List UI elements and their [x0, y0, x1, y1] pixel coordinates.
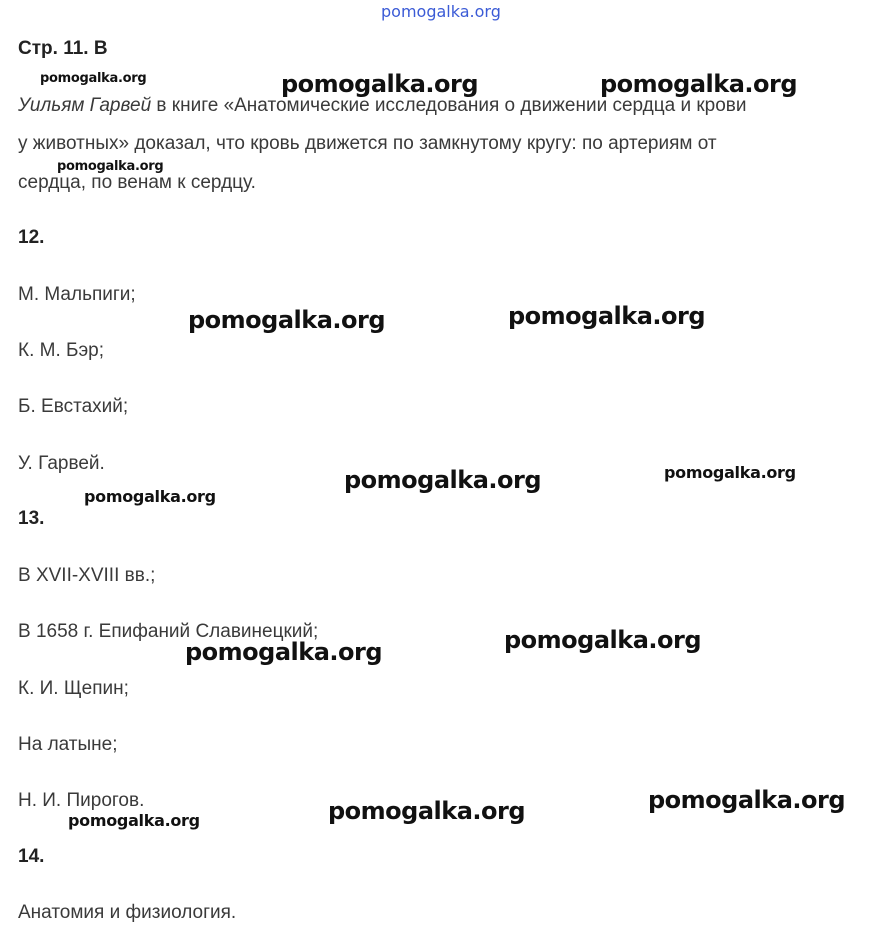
watermark: pomogalka.org [648, 786, 846, 814]
watermark: pomogalka.org [57, 159, 164, 174]
question-14-number: 14. [18, 846, 45, 867]
q12-answer-3: Б. Евстахий; [18, 396, 129, 417]
question-13-number: 13. [18, 508, 45, 529]
q13-answer-1: В XVII-XVIII вв.; [18, 565, 156, 586]
watermark: pomogalka.org [40, 71, 147, 86]
page-heading: Стр. 11. В [18, 38, 108, 59]
paragraph-line-1-rest: в книге «Анатомические исследования о движении сердца и крови [151, 95, 747, 116]
question-12-number: 12. [18, 227, 45, 248]
paragraph-line-3: сердца, по венам к сердцу. [18, 172, 256, 193]
q13-answer-2: В 1658 г. Епифаний Славинецкий; [18, 621, 319, 642]
watermark: pomogalka.org [84, 487, 216, 506]
watermark: pomogalka.org [664, 463, 796, 482]
italic-name: Уильям Гарвей [18, 95, 152, 116]
watermark: pomogalka.org [68, 811, 200, 830]
watermark: pomogalka.org [188, 306, 386, 334]
q13-answer-3: К. И. Щепин; [18, 678, 129, 699]
watermark: pomogalka.org [508, 302, 706, 330]
watermark: pomogalka.org [328, 797, 526, 825]
watermark: pomogalka.org [185, 638, 383, 666]
site-link[interactable]: pomogalka.org [381, 2, 501, 21]
q12-answer-1: М. Мальпиги; [18, 284, 136, 305]
paragraph-line-1 [18, 95, 747, 117]
q12-answer-2: К. М. Бэр; [18, 340, 105, 361]
watermark: pomogalka.org [504, 626, 702, 654]
watermark: pomogalka.org [344, 466, 542, 494]
watermark: pomogalka.org [281, 70, 479, 98]
watermark: pomogalka.org [600, 70, 798, 98]
q12-answer-4: У. Гарвей. [18, 453, 105, 474]
paragraph-line-2: у животных» доказал, что кровь движется по замкнутому кругу: по артериям от [18, 133, 717, 154]
q14-answer-1: Анатомия и физиология. [18, 902, 237, 923]
q13-answer-5: Н. И. Пирогов. [18, 790, 145, 811]
q13-answer-4: На латыне; [18, 734, 118, 755]
